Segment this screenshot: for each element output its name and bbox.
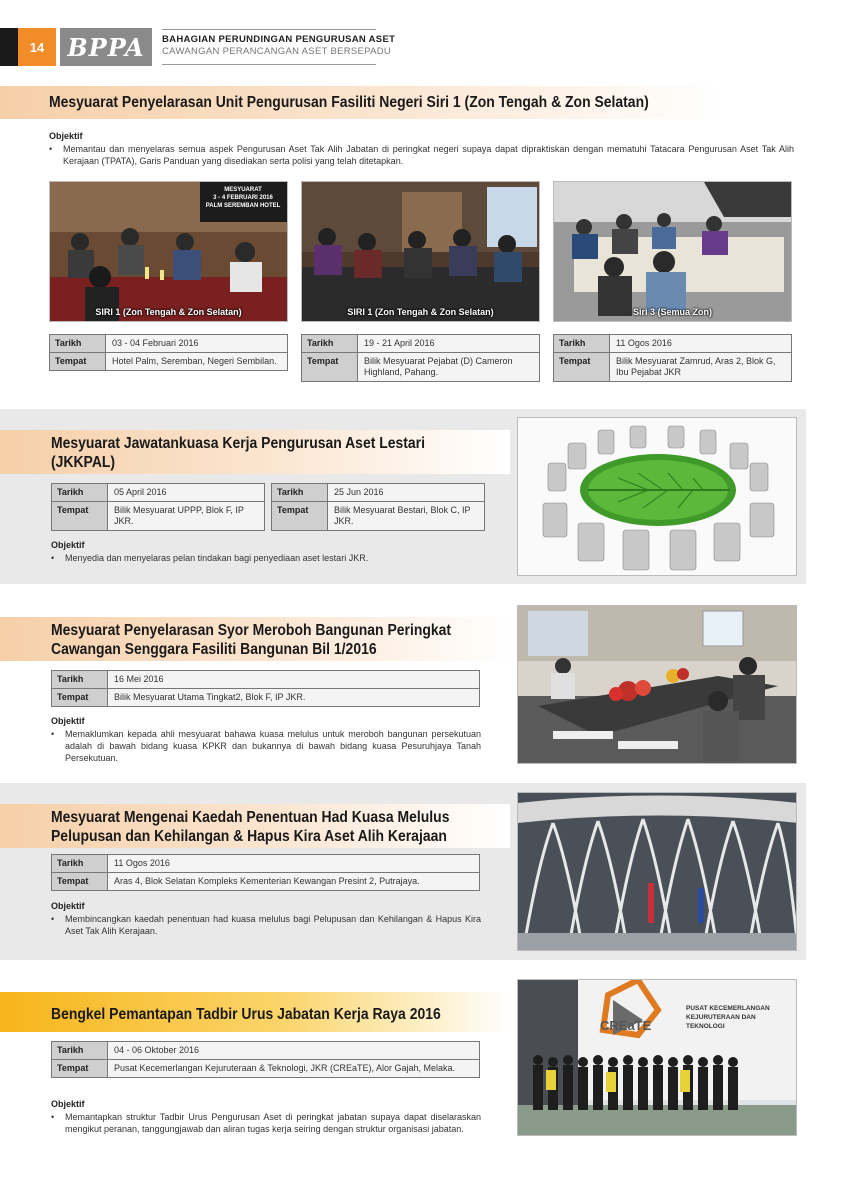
section2-table-1 (51, 483, 265, 531)
tarikh-value: 25 Jun 2016 (328, 484, 484, 501)
section5-objektif-text: • Memantapkan struktur Tadbir Urus Pengurusan Aset di peringkat jabatan supaya dapat diselaraskan mengikut peranan, tanggungjawab dan aliran tugas kerja seiring dengan struktur organisasi jabatan. (51, 1111, 481, 1135)
leaf-table-illustration (518, 418, 797, 576)
tempat-label: Tempat (272, 502, 328, 530)
section4-table (51, 854, 480, 891)
tempat-label: Tempat (52, 689, 108, 706)
section4-objektif-label: Objektif (51, 901, 85, 911)
section1-photo-3 (553, 181, 792, 322)
tempat-value: Hotel Palm, Seremban, Negeri Sembilan. (106, 353, 287, 370)
section2-photo (517, 417, 797, 576)
section3-photo (517, 605, 797, 764)
tarikh-value: 16 Mei 2016 (108, 671, 479, 688)
building-facade-illustration (518, 793, 797, 951)
tarikh-label: Tarikh (554, 335, 610, 352)
tempat-label: Tempat (554, 353, 610, 381)
tempat-value: Bilik Mesyuarat Utama Tingkat2, Blok F, IP JKR. (108, 689, 479, 706)
tarikh-label: Tarikh (52, 671, 108, 688)
tarikh-label: Tarikh (52, 1042, 108, 1059)
meeting-room-illustration (518, 606, 797, 764)
section5-title: Bengkel Pemantapan Tadbir Urus Jabatan Kerja Raya 2016 (51, 1006, 441, 1023)
tarikh-value: 11 Ogos 2016 (108, 855, 479, 872)
tarikh-value: 11 Ogos 2016 (610, 335, 791, 352)
tarikh-label: Tarikh (50, 335, 106, 352)
photo-banner-line1: MESYUARAT (224, 187, 262, 193)
tempat-label: Tempat (52, 502, 108, 530)
tarikh-label: Tarikh (52, 484, 108, 501)
tarikh-value: 19 - 21 April 2016 (358, 335, 539, 352)
section5-table (51, 1041, 480, 1078)
tempat-value: Bilik Mesyuarat UPPP, Blok F, IP JKR. (108, 502, 264, 530)
section1-table-2 (301, 334, 540, 382)
header-line1: BAHAGIAN PERUNDINGAN PENGURUSAN ASET (162, 34, 396, 45)
tempat-label: Tempat (52, 873, 108, 890)
tarikh-label: Tarikh (272, 484, 328, 501)
tarikh-value: 05 April 2016 (108, 484, 264, 501)
section3-table (51, 670, 480, 707)
tempat-value: Bilik Mesyuarat Zamrud, Aras 2, Blok G, Ibu Pejabat JKR (610, 353, 791, 381)
section2-title: Mesyuarat Jawatankuasa Kerja Pengurusan Aset Lestari (JKKPAL) (51, 435, 425, 471)
tarikh-label: Tarikh (302, 335, 358, 352)
create-sign-line1: PUSAT KECEMERLANGAN (686, 1005, 770, 1012)
section3-objektif-text: • Memaklumkan kepada ahli mesyuarat bahawa kuasa melulus untuk meroboh bangunan persekutuan adalah di bawah bidang kuasa KPKR dan bukannya di bawah bidang kuasa Pesuruhjaya Tanah Persekutuan. (51, 728, 481, 764)
section2-objektif-text: • Menyedia dan menyelaras pelan tindakan bagi penyediaan aset lestari JKR. (51, 552, 491, 564)
section1-table-3 (553, 334, 792, 382)
section2-objektif-label: Objektif (51, 540, 85, 550)
header-line2: CAWANGAN PERANCANGAN ASET BERSEPADU (162, 46, 392, 57)
meeting-photo-illustration (302, 182, 540, 322)
tempat-value: Bilik Mesyuarat Pejabat (D) Cameron Highland, Pahang. (358, 353, 539, 381)
photo-banner-text (203, 186, 283, 210)
tempat-value: Bilik Mesyuarat Bestari, Blok C, IP JKR. (328, 502, 484, 530)
header-text (162, 34, 395, 58)
section4-photo (517, 792, 797, 951)
section5-objektif-label: Objektif (51, 1099, 85, 1109)
section1-objektif-text: • Memantau dan menyelaras semua aspek Pengurusan Aset Tak Alih Jabatan di peringkat negeri supaya dapat dipraktiskan dengan mematuhi Tatacara Pengurusan Aset Tak Alih Kerajaan (TPATA), Garis Panduan yang disediakan serta polisi yang telah ditetapkan. (49, 143, 794, 167)
tarikh-value: 04 - 06 Oktober 2016 (108, 1042, 479, 1059)
tarikh-value: 03 - 04 Februari 2016 (106, 335, 287, 352)
section1-photo-1 (49, 181, 288, 322)
section4-title: Mesyuarat Mengenai Kaedah Penentuan Had Kuasa Melulus Pelupusan dan Kehilangan & Hapus Kira Aset Alih Kerajaan (51, 809, 450, 845)
photo-banner-line3: PALM SEREMBAN HOTEL (205, 203, 281, 209)
section1-table-1 (49, 334, 288, 371)
tempat-label: Tempat (52, 1060, 108, 1077)
header-dark-bar (0, 28, 18, 66)
create-sign-line2: KEJURUTERAAN DAN TEKNOLOGI (686, 1014, 756, 1030)
tarikh-label: Tarikh (52, 855, 108, 872)
section1-photo-1-caption: SIRI 1 (Zon Tengah & Zon Selatan) (95, 307, 242, 317)
section5-photo (517, 979, 797, 1136)
section1-title: Mesyuarat Penyelarasan Unit Pengurusan Fasiliti Negeri Siri 1 (Zon Tengah & Zon Selatan) (49, 94, 649, 111)
section1-photo-2-caption: SIRI 1 (Zon Tengah & Zon Selatan) (347, 307, 494, 317)
meeting-photo-illustration (554, 182, 792, 322)
section1-photo-3-caption: Siri 3 (Semua Zon) (632, 307, 712, 317)
section1-objektif-label: Objektif (49, 131, 83, 141)
page-number: 14 (18, 28, 56, 66)
create-sign-text (686, 1004, 794, 1031)
photo-banner-line2: 3 - 4 FEBRUARI 2016 (213, 195, 273, 201)
tempat-label: Tempat (50, 353, 106, 370)
header-rule-bottom (162, 64, 376, 65)
header-rule-top (162, 29, 376, 30)
bppa-logo (60, 28, 152, 66)
tempat-value: Aras 4, Blok Selatan Kompleks Kementerian Kewangan Presint 2, Putrajaya. (108, 873, 479, 890)
section1-photo-2 (301, 181, 540, 322)
tempat-label: Tempat (302, 353, 358, 381)
create-sign-logo: CREaTE (600, 1018, 652, 1033)
section2-table-2 (271, 483, 485, 531)
section3-title: Mesyuarat Penyelarasan Syor Meroboh Bangunan Peringkat Cawangan Senggara Fasiliti Bangunan Bil 1/2016 (51, 622, 452, 658)
bppa-logo-text: BPPA (67, 32, 145, 62)
section4-objektif-text: • Membincangkan kaedah penentuan had kuasa melulus bagi Pelupusan dan Kehilangan & Hapus Kira Aset Tak Alih Kerajaan. (51, 913, 481, 937)
section3-objektif-label: Objektif (51, 716, 85, 726)
tempat-value: Pusat Kecemerlangan Kejuruteraan & Teknologi, JKR (CREaTE), Alor Gajah, Melaka. (108, 1060, 479, 1077)
